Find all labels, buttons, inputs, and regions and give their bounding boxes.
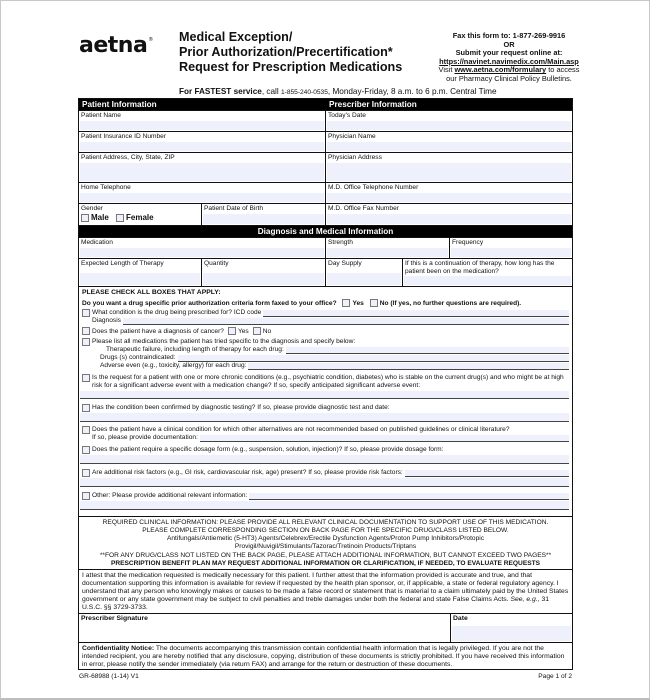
home-telephone-label: Home Telephone xyxy=(81,184,131,191)
visit-prefix: Visit xyxy=(438,65,455,75)
diagnostic-testing-checkbox[interactable] xyxy=(82,404,90,412)
fastest-call: , call xyxy=(261,87,281,96)
fax-instructions xyxy=(414,32,604,84)
cancer-checkbox[interactable] xyxy=(82,327,90,335)
registered-mark: ® xyxy=(148,37,153,43)
drug-class-list-1: Antifungals/Antiemetic (5-HT3) Agents/Celebrex/Erectile Dysfunction Agents/Proton Pump Inhibitors/Protopic xyxy=(166,535,485,543)
office-telephone-label: M.D. Office Telephone Number xyxy=(328,184,419,191)
diagnosis-label: Diagnosis xyxy=(92,317,121,324)
strength-field[interactable] xyxy=(326,238,450,258)
cancer-question: Does the patient have a diagnosis of cancer? xyxy=(92,327,224,335)
attestation-text: I attest that the medication requested is medically necessary for this patient. I further attest that the information provided is accurate and true, and that documentation supporting this information is available for review if requested by the health plan sponsor, or, if applicable, a state or federal regulatory agency. I understand that any person who knowingly makes or causes to be made a false record or statement that is material to a claim ultimately paid by the United States government or any state government may be subject to civil penalties and treble damages under both the federal and state False Claims Acts. xyxy=(82,571,569,603)
visit-suffix: to access xyxy=(546,65,580,75)
day-supply-field[interactable] xyxy=(326,259,403,286)
contraindicated-input[interactable] xyxy=(178,355,570,362)
adverse-event-label: Adverse even (e.g., toxicity, allergy) for each drug: xyxy=(100,361,247,369)
diagnosis-header-row xyxy=(79,226,572,238)
title-line-2: Prior Authorization/Precertification* xyxy=(179,45,393,59)
request-form xyxy=(78,98,573,670)
female-label: Female xyxy=(126,213,154,223)
logo-text: aetna xyxy=(79,33,148,58)
submit-online-label: Submit your request online at: xyxy=(455,48,563,58)
dob-field[interactable] xyxy=(202,204,326,225)
prescriber-info-heading: Prescriber Information xyxy=(329,100,417,109)
alternatives-doc-input[interactable] xyxy=(200,435,569,442)
gender-label: Gender xyxy=(81,205,103,212)
chronic-condition-checkbox[interactable] xyxy=(82,374,90,382)
patient-name-field[interactable] xyxy=(79,111,326,131)
prescriber-signature-label: Prescriber Signature xyxy=(81,614,148,622)
fax-or: OR xyxy=(503,39,515,49)
aetna-logo xyxy=(79,33,153,58)
icd-code-input[interactable] xyxy=(263,310,569,317)
fax-number: Fax this form to: 1-877-269-9916 xyxy=(452,31,566,40)
dob-label: Patient Date of Birth xyxy=(204,205,264,212)
condition-question: What condition is the drug being prescribed for? ICD code xyxy=(92,309,262,316)
continuation-field[interactable] xyxy=(403,259,572,286)
diagnosis-input[interactable] xyxy=(123,318,569,325)
attestation-section xyxy=(79,570,572,614)
title-line-3: Request for Prescription Medications xyxy=(179,60,403,74)
diagnostic-testing-question: Has the condition been confirmed by diagnostic testing? If so, please provide diagnostic test and date: xyxy=(92,403,390,411)
cancer-yes-label: Yes xyxy=(237,327,249,335)
title-line-1: Medical Exception/ xyxy=(179,30,293,44)
adverse-event-input[interactable] xyxy=(248,363,569,370)
cancer-yes-checkbox[interactable] xyxy=(228,327,236,335)
cancer-no-label: No xyxy=(262,327,272,335)
fax-criteria-no-checkbox[interactable] xyxy=(370,299,378,307)
female-checkbox[interactable] xyxy=(116,214,124,222)
form-title xyxy=(179,30,402,75)
attestation-see: See, e.g., xyxy=(510,595,540,603)
fax-criteria-yes-label: Yes xyxy=(352,299,364,307)
office-fax-field[interactable] xyxy=(326,204,572,225)
dosage-form-input[interactable] xyxy=(80,455,569,464)
continuation-label: If this is a continuation of therapy, how long has the patient been on the medication? xyxy=(405,260,555,275)
frequency-field[interactable] xyxy=(450,238,572,258)
required-line-1: REQUIRED CLINICAL INFORMATION: PLEASE PROVIDE ALL RELEVANT CLINICAL DOCUMENTATION TO SUPPORT USE OF THIS MEDICATION. xyxy=(102,518,549,526)
required-info-section xyxy=(79,517,572,570)
confidentiality-label: Confidentiality Notice: xyxy=(82,644,155,652)
therapeutic-failure-input[interactable] xyxy=(286,347,569,354)
fax-criteria-yes-checkbox[interactable] xyxy=(342,299,350,307)
benefit-plan-note: PRESCRIPTION BENEFIT PLAN MAY REQUEST ADDITIONAL INFORMATION OR CLARIFICATION, IF NEEDED, TO EVALUATE REQUESTS xyxy=(110,559,541,567)
prescriber-signature-field[interactable] xyxy=(79,614,451,642)
signature-date-label: Date xyxy=(453,614,468,622)
risk-factors-question: Are additional risk factors (e.g., GI risk, cardiovascular risk, age) present? If so, please provide risk factors: xyxy=(92,468,403,476)
medication-label: Medication xyxy=(81,239,113,246)
service-hours: , Monday-Friday, 8 a.m. to 6 p.m. Central Time xyxy=(327,87,497,96)
patient-address-field[interactable] xyxy=(79,153,326,182)
required-line-2: PLEASE COMPLETE CORRESPONDING SECTION ON BACK PAGE FOR THE SPECIFIC DRUG/CLASS LISTED BELOW. xyxy=(142,526,509,534)
male-checkbox[interactable] xyxy=(81,214,89,222)
frequency-label: Frequency xyxy=(452,239,484,246)
fax-criteria-text: Do you want a drug specific prior authorization criteria form faxed to your office? xyxy=(82,299,337,307)
therapeutic-failure-label: Therapeutic failure, including length of therapy for each drug: xyxy=(106,345,284,353)
insurance-id-label: Patient Insurance ID Number xyxy=(81,133,167,140)
two-page-limit-note: **FOR ANY DRUG/CLASS NOT LISTED ON THE BACK PAGE, PLEASE ATTACH ADDITIONAL INFORMATION, BUT CANNOT EXCEED TWO PAGES** xyxy=(99,551,552,559)
fax-criteria-question xyxy=(82,299,569,307)
fastest-service-line xyxy=(179,87,497,96)
patient-name-label: Patient Name xyxy=(81,112,121,119)
length-of-therapy-label: Expected Length of Therapy xyxy=(81,260,164,267)
alternatives-question: Does the patient have a clinical condition for which other alternatives are not recommended based on published guidelines or clinical literature? xyxy=(92,425,510,433)
service-phone: 1-855-240-0535 xyxy=(280,89,328,96)
confidentiality-section xyxy=(79,643,572,669)
home-telephone-field[interactable] xyxy=(79,183,326,203)
quantity-label: Quantity xyxy=(204,260,229,267)
medications-tried-question: Please list all medications the patient has tried specific to the diagnosis and specify below: xyxy=(92,337,356,345)
condition-checkbox[interactable] xyxy=(82,309,90,317)
confidentiality-text: The documents accompanying this transmission contain confidential health information that is legally privileged. If you are not the intended recipient, you are hereby notified that any disclosure, copying, distribution of these documents is strictly prohibited. If you have received this information in error, please notify the sender immediately (via return FAX) and arrange for the return or destruction of these documents. xyxy=(82,644,565,668)
strength-label: Strength xyxy=(328,239,353,246)
alternatives-doc-label: If so, please provide documentation: xyxy=(92,433,198,441)
other-info-question: Other: Please provide additional relevant information: xyxy=(92,491,248,499)
form-code: GR-68988 (1-14) V1 xyxy=(79,673,139,680)
checklist-section xyxy=(79,287,572,517)
cancer-no-checkbox[interactable] xyxy=(253,327,261,335)
formulary-link[interactable]: www.aetna.com/formulary xyxy=(454,65,547,75)
fastest-prefix: For FASTEST service xyxy=(179,87,262,96)
other-info-input[interactable] xyxy=(249,493,569,500)
bulletins-text: our Pharmacy Clinical Policy Bulletins. xyxy=(446,73,572,83)
diagnosis-heading: Diagnosis and Medical Information xyxy=(257,227,394,236)
chronic-condition-question: Is the request for a patient with one or more chronic conditions (e.g., psychiatric condition, diabetes) who is stable on the current drug(s) and who might be at high risk for a significant adverse event with a medication change? If so, specify anticipated significant adverse event: xyxy=(92,373,564,389)
todays-date-label: Today's Date xyxy=(328,112,366,119)
day-supply-label: Day Supply xyxy=(328,260,362,267)
signature-date-field[interactable] xyxy=(451,614,572,642)
signature-row xyxy=(79,614,572,643)
patient-info-heading: Patient Information xyxy=(79,99,326,110)
risk-factors-checkbox[interactable] xyxy=(82,469,90,477)
info-header-row xyxy=(79,99,572,111)
attestation-citation: 31 U.S.C. §§ 3729-3733. xyxy=(82,595,550,611)
office-telephone-field[interactable] xyxy=(326,183,572,203)
medications-tried-checkbox[interactable] xyxy=(82,338,90,346)
physician-address-field[interactable] xyxy=(326,153,572,182)
checklist-heading: PLEASE CHECK ALL BOXES THAT APPLY: xyxy=(82,289,221,296)
chronic-condition-input[interactable] xyxy=(80,391,569,399)
patient-address-label: Patient Address, City, State, ZIP xyxy=(81,154,175,161)
other-info-checkbox[interactable] xyxy=(82,492,90,500)
risk-factors-input[interactable] xyxy=(405,470,569,477)
other-info-input-2[interactable] xyxy=(80,501,569,510)
navinet-link[interactable]: https://navinet.navimedix.com/Main.asp xyxy=(439,56,579,66)
todays-date-field[interactable] xyxy=(326,111,572,131)
page-number: Page 1 of 2 xyxy=(538,673,572,680)
medication-field[interactable] xyxy=(79,238,326,258)
gender-field xyxy=(79,204,202,225)
physician-address-label: Physician Address xyxy=(328,154,382,161)
physician-name-label: Physician Name xyxy=(328,133,376,140)
male-label: Male xyxy=(91,213,109,223)
alternatives-checkbox[interactable] xyxy=(82,426,90,434)
drug-class-list-2: Provigil/Nuvigil/Stimulants/Tazorac/Tretinoin Products/Triptans xyxy=(234,543,417,551)
quantity-field[interactable] xyxy=(202,259,326,286)
insurance-id-field[interactable] xyxy=(79,132,326,152)
length-of-therapy-field[interactable] xyxy=(79,259,202,286)
diagnostic-testing-input[interactable] xyxy=(80,413,569,422)
dosage-form-checkbox[interactable] xyxy=(82,446,90,454)
dosage-form-question: Does the patient require a specific dosage form (e.g., suspension, solution, injection)? If so, please provide dosage form: xyxy=(92,445,444,453)
physician-name-field[interactable] xyxy=(326,132,572,152)
office-fax-label: M.D. Office Fax Number xyxy=(328,205,399,212)
fax-criteria-no-label: No (If yes, no further questions are required). xyxy=(379,299,522,307)
contraindicated-label: Drugs (s) contraindicated: xyxy=(100,353,176,361)
risk-factors-input-2[interactable] xyxy=(80,478,569,487)
